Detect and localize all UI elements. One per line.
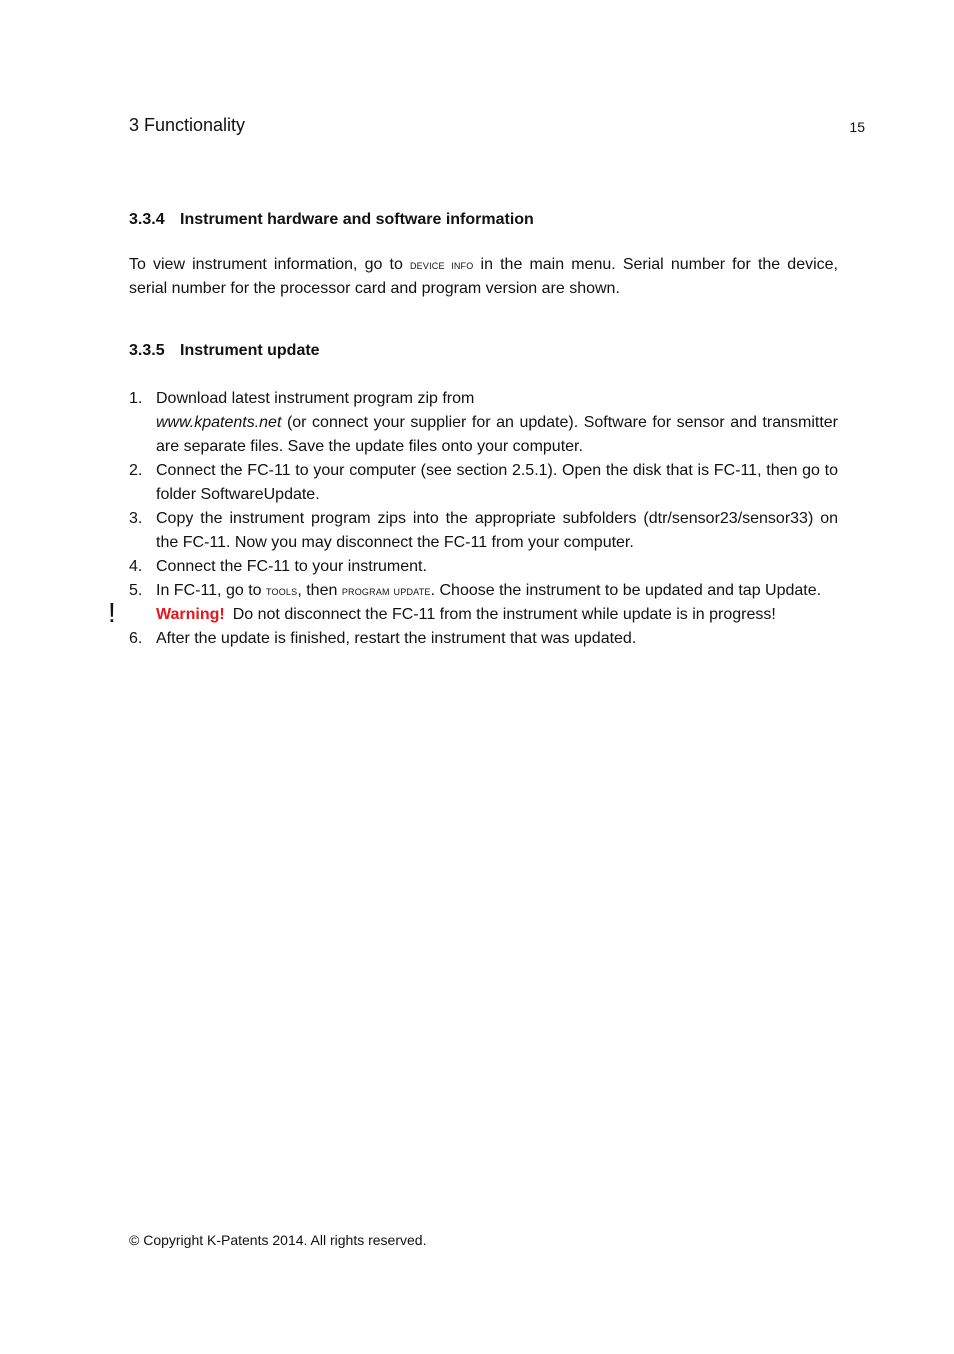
list-item: 6. After the update is finished, restart the instrument that was updated. <box>129 630 637 647</box>
update-steps-list <box>108 387 838 651</box>
warning-note <box>108 597 838 628</box>
warning-text: Do not disconnect the FC-11 from the instrument while update is in progress! <box>232 606 776 623</box>
menu-item-device-info: device info <box>409 257 474 272</box>
warning-exclamation-icon: ! <box>108 597 116 628</box>
section-number: 3.3.4 <box>129 211 165 228</box>
list-item: 5. In FC-11, go to tools, then program update. Choose the instrument to be updated and tap Update. <box>129 582 822 599</box>
page-number: 15 <box>849 119 865 135</box>
list-item: 2. Connect the FC-11 to your computer (see section 2.5.1). Open the disk that is FC-11, then go to folder SoftwareUpdate. <box>129 462 838 503</box>
supplier-url: www.kpatents.net <box>156 414 282 431</box>
menu-item-program-update: program update <box>341 583 431 598</box>
copyright-footer: © Copyright K-Patents 2014. All rights reserved. <box>129 1232 427 1248</box>
device-info-paragraph: To view instrument information, go to device info in the main menu. Serial number for the device, serial number for the processor card and program version are shown. <box>129 256 838 297</box>
list-item: 4. Connect the FC-11 to your instrument. <box>129 558 427 575</box>
section-number: 3.3.5 <box>129 342 165 359</box>
list-item: 1. Download latest instrument program zip from www.kpatents.net (or connect your supplier for an update). Software for sensor and transmitter are separate files. Save the update files onto your computer. <box>129 390 838 455</box>
section-title: Instrument hardware and software information <box>180 211 534 228</box>
chapter-running-head: 3 Functionality <box>129 115 246 135</box>
section-title: Instrument update <box>180 342 320 359</box>
list-item: 3. Copy the instrument program zips into the appropriate subfolders (dtr/sensor23/sensor33) on the FC-11. Now you may disconnect the FC-11 from your computer. <box>129 510 838 551</box>
warning-label: Warning! <box>156 606 225 623</box>
menu-item-tools: tools <box>265 583 298 598</box>
section-heading-334 <box>129 211 534 229</box>
section-heading-335 <box>129 342 320 360</box>
